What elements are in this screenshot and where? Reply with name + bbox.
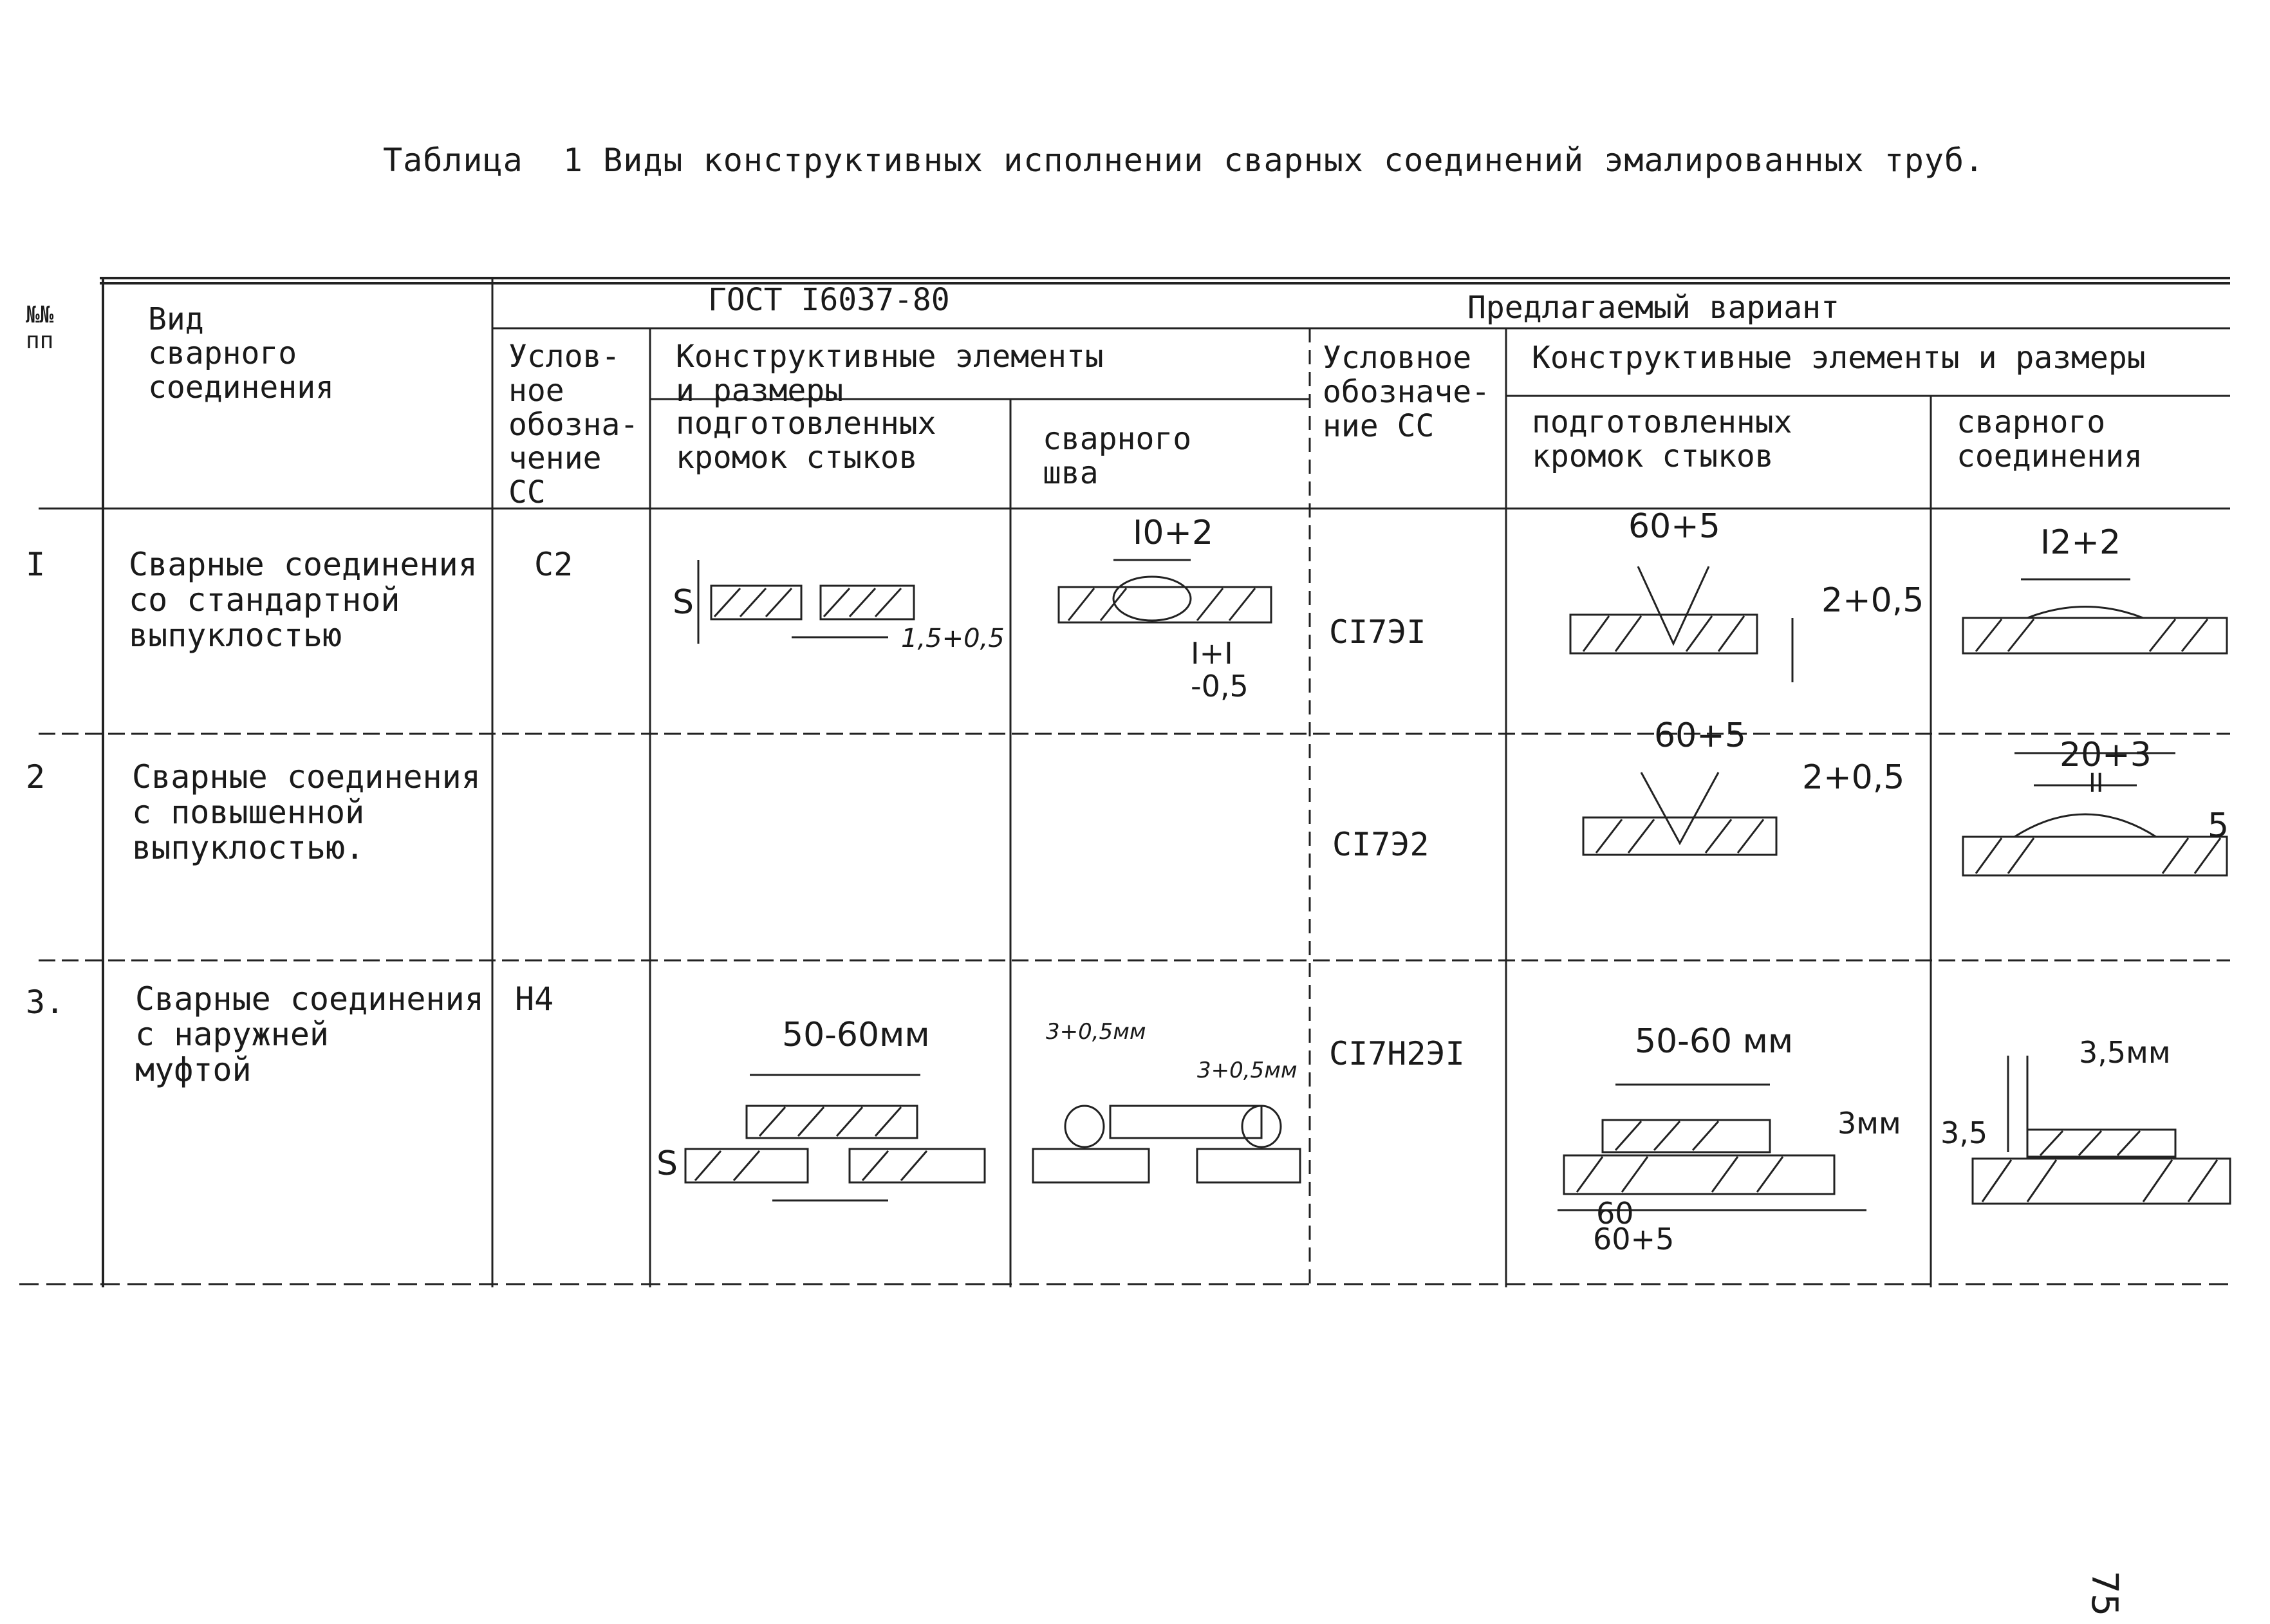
row3-dim-leg-left: 3+0,5мм	[1046, 1019, 1146, 1045]
sketch-r1-gost-edges	[698, 560, 914, 644]
row3-dim-s: S	[656, 1144, 678, 1183]
row2-dim-inner: II	[2089, 769, 2104, 798]
row1-prop-code: СI7ЭI	[1329, 613, 1426, 651]
row2-prop-code: СI7Э2	[1332, 826, 1429, 863]
sketch-r2-prop-edges	[1583, 772, 1776, 855]
header-prop-edges: подготовленных кромок стыков	[1532, 404, 1792, 474]
header-gost-designation: Услов- ное обозна- чение СС	[508, 339, 639, 511]
row1-dim-angle: 60+5	[1628, 507, 1720, 546]
sketch-r1-gost-weld	[1059, 560, 1271, 622]
row3-gost-code: Н4	[515, 980, 554, 1018]
header-gost-edges: подготовленных кромок стыков	[676, 406, 936, 476]
row3-dim-leg-right: 3+0,5мм	[1197, 1058, 1298, 1083]
header-prop-elements: Конструктивные элементы и размеры	[1532, 340, 2146, 376]
table-title: Таблица 1 Виды конструктивных исполнении сварных соединений эмалированных труб.	[383, 142, 1985, 179]
row3-num: 3.	[26, 984, 65, 1021]
row2-type: Сварные соединения с повышенной выпуклостью.	[132, 758, 481, 866]
row1-dim-width: I0+2	[1133, 514, 1214, 552]
row1-num: I	[26, 546, 46, 583]
row1-gost-code: С2	[534, 546, 573, 583]
row2-dim-gap: 2+0,5	[1802, 758, 1905, 797]
row3-dim-sleeve: 50-60мм	[782, 1016, 930, 1054]
sketch-r1-prop-edges	[1570, 566, 1792, 682]
row3-prop-code: СI7Н2ЭI	[1329, 1035, 1465, 1072]
row1-dim-gap-prop: 2+0,5	[1821, 581, 1924, 620]
row1-type: Сварные соединения со стандартной выпуклостью	[129, 546, 478, 654]
row1-dim-s: S	[673, 583, 694, 622]
page-number: 75	[2083, 1571, 2125, 1617]
row2-dim-height: 5	[2208, 807, 2229, 845]
row1-dim-height: I+I -0,5	[1191, 636, 1249, 704]
row3-dim-leg-prop-left: 3,5	[1940, 1115, 1988, 1150]
header-gost-weld: сварного шва	[1043, 421, 1192, 491]
row2-num: 2	[26, 758, 46, 796]
header-prop-weld: сварного соединения	[1957, 404, 2143, 474]
row1-dim-weld-width: I2+2	[2040, 523, 2121, 562]
row3-type: Сварные соединения с наружней муфтой	[135, 980, 484, 1088]
row3-dim-thickness: 3мм	[1837, 1106, 1901, 1141]
sketch-r1-prop-weld	[1963, 579, 2227, 653]
header-num: №№ пп	[26, 302, 54, 354]
row2-dim-angle: 60+5	[1654, 716, 1746, 755]
sketch-r3-gost-edges	[685, 1075, 985, 1200]
row3-dim-leg-prop: 3,5мм	[2079, 1035, 2171, 1070]
header-prop-designation: Условное обозначе- ние СС	[1323, 340, 1491, 444]
sketch-r3-prop-edges	[1558, 1085, 1866, 1210]
row3-dim-sleeve-prop: 50-60 мм	[1635, 1022, 1794, 1061]
header-gost: ГОСТ I6037-80	[708, 282, 950, 318]
row3-dim-angle-b: 60+5	[1593, 1222, 1675, 1256]
row3-dim-angle-a: 60	[1596, 1196, 1634, 1231]
header-gost-elements: Конструктивные элементы и размеры	[676, 339, 1104, 409]
sketch-r3-gost-weld	[1033, 1106, 1300, 1182]
row1-dim-gap: 1,5+0,5	[901, 624, 1005, 653]
header-type: Вид сварного соединения	[148, 301, 334, 406]
sketch-r3-prop-weld	[1973, 1056, 2230, 1204]
header-proposed: Предлагаемый вариант	[1467, 290, 1839, 326]
row2-dim-weld-width: 20+3	[2060, 736, 2152, 774]
